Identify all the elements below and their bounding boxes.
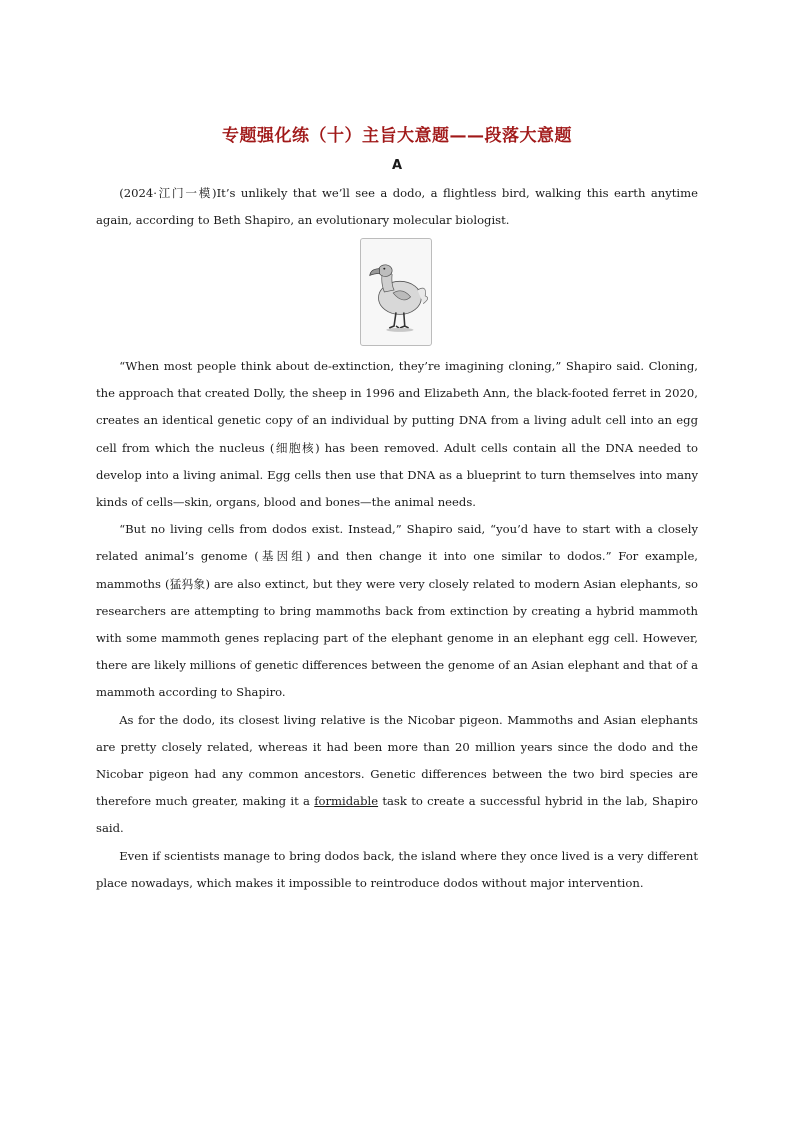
- article-body: [96, 353, 698, 897]
- underlined-word: formidable: [314, 794, 379, 809]
- paragraph-1: “When most people think about de-extinction, they’re imagining cloning,” Shapiro said. Cloning, the approach that created Dolly, the sheep in 1996 and Elizabeth Ann, the black-footed ferret in 2020, creates an identical genetic copy of an individual by putting DNA from a living adult cell into an egg cell from which the nucleus (细胞核) has been removed. Adult cells contain all the DNA needed to develop into a living animal. Egg cells then use that DNA as a blueprint to turn themselves into many kinds of cells—skin, organs, blood and bones—the animal needs.: [96, 359, 698, 510]
- document-page: [96, 0, 698, 1123]
- dodo-figure: [360, 238, 432, 346]
- page-title: 专题强化练（十）主旨大意题——段落大意题: [222, 126, 572, 146]
- source-label: (2024·江门一模): [119, 186, 217, 200]
- paragraph-4: Even if scientists manage to bring dodos back, the island where they once lived is a very different place nowadays, which makes it impossible to reintroduce dodos without major intervention.: [96, 848, 698, 890]
- paragraph-2: “But no living cells from dodos exist. Instead,” Shapiro said, “you’d have to start with a closely related animal’s genome (基因组) and then change it into one similar to dodos.” For example, mammoths (猛犸象) are also extinct, but they were very closely related to modern Asian elephants, so researchers are attempting to bring mammoths back from extinction by creating a hybrid mammoth with some mammoth genes replacing part of the elephant genome in an elephant egg cell. However, there are likely millions of genetic differences between the genome of an Asian elephant and that of a mammoth according to Shapiro.: [96, 522, 698, 700]
- paragraph-3: As for the dodo, its closest living relative is the Nicobar pigeon. Mammoths and Asian elephants are pretty closely related, whereas it had been more than 20 million years since the dodo and the Nicobar pigeon had any common ancestors. Genetic differences between the two bird species are therefore much greater, making it a formidable task to create a successful hybrid in the lab, Shapiro said.: [96, 712, 698, 836]
- section-label: A: [391, 158, 403, 173]
- intro-text: It’s unlikely that we’ll see a dodo, a flightless bird, walking this earth anytime again, according to Beth Shapiro, an evolutionary molecular biologist.: [96, 186, 698, 228]
- intro-paragraph: [96, 180, 698, 234]
- dodo-bird-illustration-icon: [361, 239, 431, 345]
